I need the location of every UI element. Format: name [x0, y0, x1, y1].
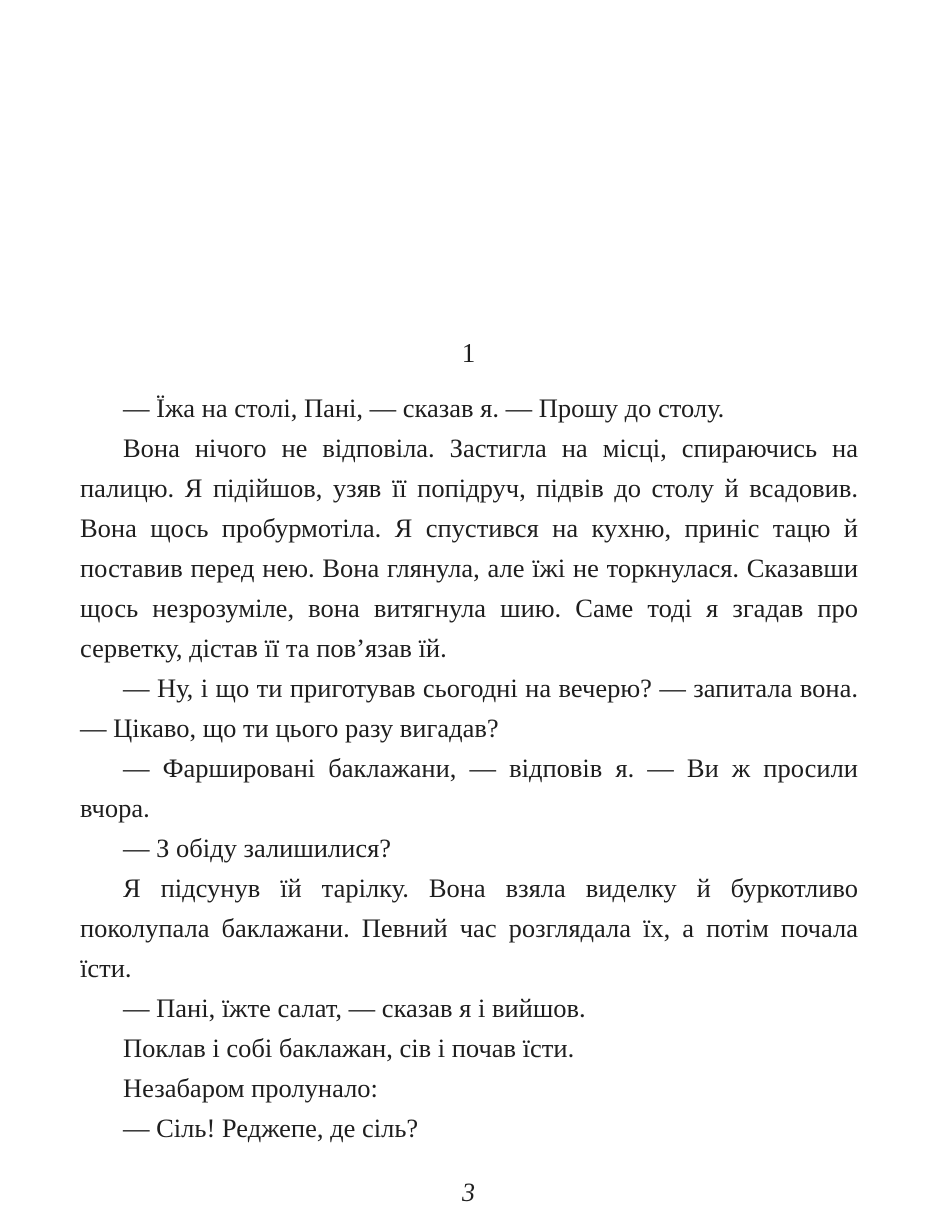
paragraph: — Фаршировані баклажани, — відповів я. — Ви ж просили вчора. — [80, 753, 858, 823]
paragraph: — З обіду залишилися? — [123, 833, 392, 863]
paragraph: — Ну, і що ти приготував сьогодні на вечерю? — запитала вона. — Цікаво, що ти цього разу вигадав? — [80, 673, 858, 743]
paragraph: Я підсунув їй тарілку. Вона взяла виделку й буркотливо поколупала баклажани. Певний час розглядала їх, а потім почала їсти. — [80, 873, 858, 983]
paragraph: — Їжа на столі, Пані, — сказав я. — Прошу до столу. — [123, 393, 725, 423]
paragraph: Поклав і собі баклажан, сів і почав їсти. — [123, 1033, 575, 1063]
body-text — [80, 388, 858, 1148]
page-number: 3 — [462, 1178, 475, 1207]
paragraph: Незабаром пролунало: — [123, 1073, 378, 1103]
chapter-number: 1 — [461, 338, 476, 368]
paragraph: — Сіль! Реджепе, де сіль? — [123, 1113, 419, 1143]
paragraph: Вона нічого не відповіла. Застигла на місці, спираючись на палицю. Я підійшов, узяв її попідруч, підвів до столу й всадовив. Вона щось пробурмотіла. Я спустився на кухню, приніс тацю й поставив перед нею. Вона глянула, але їжі не торкнулася. Сказавши щось незрозуміле, вона витягнула шию. Саме тоді я згадав про серветку, дістав її та пов’язав їй. — [80, 433, 858, 663]
paragraph: — Пані, їжте салат, — сказав я і вийшов. — [123, 993, 586, 1023]
